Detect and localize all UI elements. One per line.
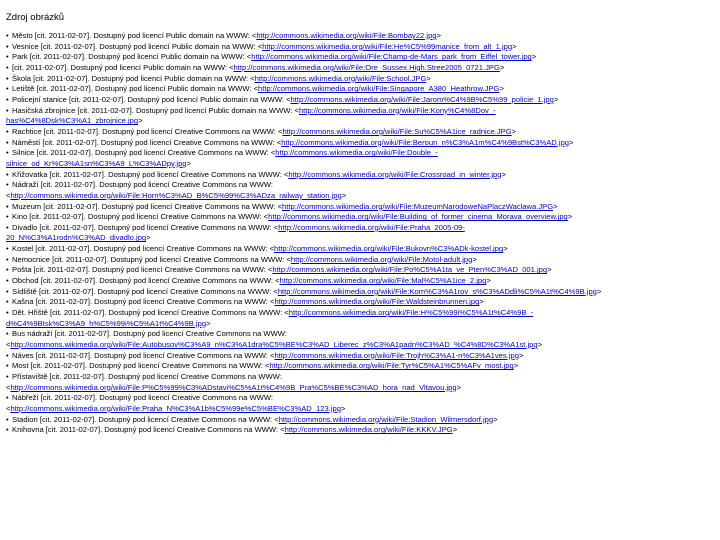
reference-text: Náves [cit. 2011-02-07]. Dostupný pod licencí Creative Commons na WWW: < xyxy=(12,350,275,360)
bullet: • xyxy=(6,414,9,424)
reference-close: > xyxy=(499,62,505,72)
reference-line xyxy=(6,127,712,138)
bullet: • xyxy=(6,286,9,296)
bullet: • xyxy=(6,276,9,286)
reference-close: > xyxy=(436,31,441,40)
reference-link[interactable]: http://commons.wikimedia.org/wiki/File:Singapore_A380_Heathrow.JPG xyxy=(258,84,500,94)
reference-link[interactable]: http://commons.wikimedia.org/wiki/File:Waldsteinbrunnen.jpg xyxy=(274,297,480,307)
reference-line xyxy=(6,255,712,266)
reference-line xyxy=(6,170,712,181)
reference-link[interactable]: http://commons.wikimedia.org/wiki/File:H%C5%99i%C5%A1t%C4%9B_- xyxy=(288,308,534,318)
reference-line xyxy=(6,393,712,404)
bullet: • xyxy=(6,201,9,211)
bullet: • xyxy=(6,148,9,158)
reference-text: Křižovatka [cit. 2011-02-07]. Dostupný pod licencí Creative Commons na WWW: < xyxy=(12,169,289,179)
reference-link[interactable]: http://commons.wikimedia.org/wiki/File:Double_- xyxy=(275,148,438,158)
reference-line xyxy=(6,223,712,234)
bullet: • xyxy=(6,329,9,339)
reference-close: > xyxy=(499,84,504,94)
reference-line xyxy=(6,52,712,63)
reference-text: Vesnice [cit. 2011-02-07]. Dostupný pod licencí Public domain na WWW: < xyxy=(12,41,263,51)
reference-text: Hasičská zbrojnice [cit. 2011-02-07]. Dostupný pod licencí Public domain na WWW: < xyxy=(12,105,299,115)
reference-line xyxy=(6,308,712,319)
reference-line xyxy=(6,202,712,213)
reference-link[interactable]: http://commons.wikimedia.org/wiki/File:Mal%C5%A1ice_2.jpg xyxy=(279,276,487,286)
reference-link[interactable]: http://commons.wikimedia.org/wiki/File:Praha_2005-09- xyxy=(278,222,465,232)
reference-line xyxy=(6,415,712,426)
reference-text: Policejní stanice [cit. 2011-02-07]. Dostupný pod licencí Public domain na WWW: < xyxy=(12,94,291,104)
reference-line xyxy=(6,42,712,53)
reference-line xyxy=(6,180,712,191)
bullet: • xyxy=(6,254,9,264)
reference-list xyxy=(6,31,712,436)
reference-text: [cit. 2011-02-07]. Dostupný pod licencí Public domain na WWW: < xyxy=(12,62,234,72)
reference-line xyxy=(6,340,712,351)
reference-line xyxy=(6,297,712,308)
reference-close: > xyxy=(341,190,347,200)
reference-text: < xyxy=(6,403,11,413)
reference-line xyxy=(6,159,712,170)
reference-line xyxy=(6,148,712,159)
reference-line xyxy=(6,116,712,127)
bullet: • xyxy=(6,297,9,307)
reference-text: Rachtice [cit. 2011-02-07]. Dostupný pod licencí Creative Commons na WWW: < xyxy=(12,126,283,136)
reference-line xyxy=(6,191,712,202)
reference-link[interactable]: http://commons.wikimedia.org/wiki/File:Kom%C3%A1rov_s%C3%ADdli%C5%A1t%C4%9B.jpg xyxy=(277,286,597,296)
reference-link[interactable]: http://commons.wikimedia.org/wiki/File:Autobusov%C3%A9_n%C3%A1dra%C5%BE%C3%AD_Liberec_z%C3%A1padn%C3%AD_%C4%8D%C3%A1st.jpg xyxy=(10,340,538,350)
reference-text: Sídliště [cit. 2011-02-07]. Dostupný pod licencí Creative Commons na WWW: < xyxy=(12,286,278,296)
bullet: • xyxy=(6,73,9,83)
reference-link[interactable]: http://commons.wikimedia.org/wiki/File:Champ-de-Mars_park_from_Eiffel_tower.jpg xyxy=(251,52,532,62)
reference-text: Pošta [cit. 2011-02-07]. Dostupný pod licencí Creative Commons na WWW: < xyxy=(12,265,273,275)
bullet: • xyxy=(6,361,9,371)
reference-close: > xyxy=(501,169,506,179)
reference-link[interactable]: http://commons.wikimedia.org/wiki/File:P%C5%99%C3%ADstavi%C5%A1t%C4%9B_Pra%C5%BE%C3%AD_hora_nad_Vltavou.jpg xyxy=(10,382,457,392)
reference-close: > xyxy=(518,350,524,360)
reference-close: > xyxy=(206,318,211,328)
reference-link[interactable]: http://commons.wikimedia.org/wiki/File:Po%C5%A1ta_ve_Pten%C3%AD_001.jpg xyxy=(272,265,548,275)
reference-line xyxy=(6,233,712,244)
reference-line xyxy=(6,84,712,95)
bullet: • xyxy=(6,265,9,275)
reference-close: > xyxy=(596,286,602,296)
bullet: • xyxy=(6,244,9,254)
reference-close: > xyxy=(503,244,508,254)
reference-line xyxy=(6,329,712,340)
reference-close: > xyxy=(512,41,517,51)
reference-text: Kino [cit. 2011-02-07]. Dostupný pod licencí Creative Commons na WWW: < xyxy=(12,212,269,222)
reference-close: > xyxy=(537,340,543,350)
reference-link[interactable]: http://commons.wikimedia.org/wiki/File:School.JPG xyxy=(254,73,427,83)
reference-link[interactable]: http://commons.wikimedia.org/wiki/File:Bukovn%C3%ADk-kostel.jpg xyxy=(274,244,504,254)
reference-line xyxy=(6,372,712,383)
bullet: • xyxy=(6,105,9,115)
reference-text: Město [cit. 2011-02-07]. Dostupný pod licencí Public domain na WWW: < xyxy=(12,31,257,40)
reference-close: > xyxy=(146,233,151,243)
bullet: • xyxy=(6,372,9,381)
reference-text: Nemocnice [cit. 2011-02-07]. Dostupný pod licencí Creative Commons na WWW: < xyxy=(12,254,291,264)
reference-text: Letiště [cit. 2011-02-07]. Dostupný pod licencí Public domain na WWW: < xyxy=(12,84,259,94)
reference-line xyxy=(6,265,712,276)
reference-line xyxy=(6,212,712,223)
reference-text: Obchod [cit. 2011-02-07]. Dostupný pod licencí Creative Commons na WWW: < xyxy=(12,276,280,286)
reference-link[interactable]: http://commons.wikimedia.org/wiki/File:Crossroad_in_winter.jpg xyxy=(288,169,502,179)
reference-close: > xyxy=(186,158,191,168)
reference-text: Nábřeží [cit. 2011-02-07]. Dostupný pod licencí Creative Commons na WWW: xyxy=(12,393,273,403)
bullet: • xyxy=(6,222,9,232)
reference-text: Přístaviště [cit. 2011-02-07]. Dostupný pod licencí Creative Commons na WWW: xyxy=(12,372,282,381)
reference-text: Park [cit. 2011-02-07]. Dostupný pod licencí Public domain na WWW: < xyxy=(12,52,252,62)
reference-text: Škola [cit. 2011-02-07]. Dostupný pod licencí Public domain na WWW: < xyxy=(12,73,255,83)
bullet: • xyxy=(6,137,9,147)
reference-link[interactable]: silnice_od_Kr%C3%A1sn%C3%A9_L%C3%ADpy.jpg xyxy=(6,158,187,168)
reference-line xyxy=(6,74,712,85)
reference-line xyxy=(6,95,712,106)
reference-link[interactable]: 20_N%C3%A1rodn%C3%AD_divadlo.jpg xyxy=(6,233,147,243)
reference-line xyxy=(6,276,712,287)
reference-text: Muzeum [cit. 2011-02-07]. Dostupný pod licencí Creative Commons na WWW: < xyxy=(12,201,283,211)
reference-text: Kostel [cit. 2011-02-07]. Dostupný pod licencí Creative Commons na WWW: < xyxy=(12,244,275,254)
reference-text: Most [cit. 2011-02-07]. Dostupný pod licencí Creative Commons na WWW: < xyxy=(12,361,270,371)
reference-link[interactable]: http://commons.wikimedia.org/wiki/File:Trojh%C3%A1-n%C3%A1ves.jpg xyxy=(274,350,519,360)
reference-line xyxy=(6,361,712,372)
reference-link[interactable]: d%C4%9Btsk%C3%A9_h%C5%99i%C5%A1t%C4%9B.jpg xyxy=(6,318,207,328)
reference-link[interactable]: http://commons.wikimedia.org/wiki/File:MuzeumNarodoweNaPlaczWaclawa.JPG xyxy=(282,201,554,211)
reference-link[interactable]: http://commons.wikimedia.org/wiki/File:Ore_Sussex.High.Stree2005_0721.JPG xyxy=(233,62,500,72)
page-heading: Zdroj obrázků xyxy=(6,12,65,23)
bullet: • xyxy=(6,425,9,435)
reference-link[interactable]: http://commons.wikimedia.org/wiki/File:Stadion_Wilmersdorf.jpg xyxy=(278,414,494,424)
reference-text: Divadlo [cit. 2011-02-07]. Dostupný pod licencí Creative Commons na WWW: < xyxy=(12,222,279,232)
bullet: • xyxy=(6,393,9,403)
reference-close: > xyxy=(340,403,346,413)
reference-line xyxy=(6,244,712,255)
reference-close: > xyxy=(486,276,491,286)
reference-close: > xyxy=(472,254,477,264)
reference-link[interactable]: http://commons.wikimedia.org/wiki/File:Praha_N%C3%A1b%C5%99e%C5%BE%C3%AD_123.jpg xyxy=(10,403,341,413)
bullet: • xyxy=(6,169,9,179)
reference-link[interactable]: http://commons.wikimedia.org/wiki/File:He%C5%99manice_from_alt_1.jpg xyxy=(262,41,513,51)
reference-link[interactable]: http://commons.wikimedia.org/wiki/File:Beroun_n%C3%A1m%C4%9Bst%C3%AD.jpg xyxy=(281,137,570,147)
reference-link[interactable]: http://commons.wikimedia.org/wiki/File:Jarom%C4%9B%C5%99_policie_1.jpg xyxy=(290,94,554,104)
reference-link[interactable]: http://commons.wikimedia.org/wiki/File:Bombay22.jpg xyxy=(256,31,437,40)
reference-line xyxy=(6,425,712,436)
reference-text: Dět. Hřiště [cit. 2011-02-07]. Dostupný pod licencí Creative Commons na WWW: < xyxy=(12,308,289,318)
reference-line xyxy=(6,63,712,74)
reference-close: > xyxy=(426,73,431,83)
reference-link[interactable]: http://commons.wikimedia.org/wiki/File:Motol-adult.jpg xyxy=(290,254,473,264)
bullet: • xyxy=(6,31,9,40)
bullet: • xyxy=(6,308,9,318)
reference-close: > xyxy=(513,361,519,371)
bullet: • xyxy=(6,94,9,104)
reference-close: > xyxy=(138,116,143,126)
image-sources-page xyxy=(6,12,712,436)
reference-text: < xyxy=(6,190,11,200)
reference-text: Nádraží [cit. 2011-02-07]. Dostupný pod licencí Creative Commons na WWW: xyxy=(12,180,273,190)
reference-close: > xyxy=(511,126,517,136)
bullet: • xyxy=(6,62,9,72)
reference-close: > xyxy=(479,297,484,307)
reference-link[interactable]: http://commons.wikimedia.org/wiki/File:Su%C5%A1ice_radnice.JPG xyxy=(282,126,512,136)
reference-line xyxy=(6,404,712,415)
bullet: • xyxy=(6,84,9,94)
reference-line xyxy=(6,138,712,149)
reference-text: Silnice [cit. 2011-02-07]. Dostupný pod licencí Creative Commons na WWW: < xyxy=(12,148,276,158)
reference-link[interactable]: has%C4%8Dsk%C3%A1_zbrojnice.jpg xyxy=(6,116,139,126)
reference-text: Bus nádraží [cit. 2011-02-07]. Dostupný pod licencí Creative Commons na WWW: xyxy=(12,329,287,339)
bullet: • xyxy=(6,41,9,51)
bullet: • xyxy=(6,212,9,222)
reference-link[interactable]: http://commons.wikimedia.org/wiki/File:Building_of_former_cinema_Morava_overview.jpg xyxy=(268,212,568,222)
reference-close: > xyxy=(547,265,552,275)
reference-close: > xyxy=(569,137,574,147)
reference-line xyxy=(6,351,712,362)
reference-line xyxy=(6,319,712,330)
reference-text: Stadion [cit. 2011-02-07]. Dostupný pod licencí Creative Commons na WWW: < xyxy=(12,414,279,424)
reference-text: < xyxy=(6,382,11,392)
reference-text: Knihovna [cit. 2011-02-07]. Dostupný pod licencí Creative Commons na WWW: < xyxy=(12,425,285,435)
reference-link[interactable]: http://commons.wikimedia.org/wiki/File:KKKV.JPG xyxy=(284,425,453,435)
reference-close: > xyxy=(531,52,537,62)
reference-close: > xyxy=(456,382,461,392)
reference-link[interactable]: http://commons.wikimedia.org/wiki/File:Kony%C4%8Dov_- xyxy=(298,105,496,115)
bullet: • xyxy=(6,126,9,136)
bullet: • xyxy=(6,180,9,190)
bullet: • xyxy=(6,52,9,62)
reference-close: > xyxy=(493,414,498,424)
bullet: • xyxy=(6,350,9,360)
reference-close: > xyxy=(567,212,573,222)
reference-link[interactable]: http://commons.wikimedia.org/wiki/File:Horn%C3%AD_B%C5%99%C3%ADza_railway_station.jpg xyxy=(10,190,342,200)
reference-close: > xyxy=(452,425,458,435)
reference-link[interactable]: http://commons.wikimedia.org/wiki/File:Tyr%C5%A1%C5%AFv_most.jpg xyxy=(269,361,514,371)
reference-close: > xyxy=(553,201,558,211)
reference-text: Náměstí [cit. 2011-02-07]. Dostupný pod licencí Creative Commons na WWW: < xyxy=(12,137,282,147)
reference-line xyxy=(6,287,712,298)
reference-text: < xyxy=(6,340,11,350)
reference-line xyxy=(6,31,712,42)
reference-close: > xyxy=(553,94,559,104)
reference-line xyxy=(6,383,712,394)
reference-line xyxy=(6,106,712,117)
reference-text: Kašna [cit. 2011-02-07]. Dostupný pod licencí Creative Commons na WWW: < xyxy=(12,297,275,307)
